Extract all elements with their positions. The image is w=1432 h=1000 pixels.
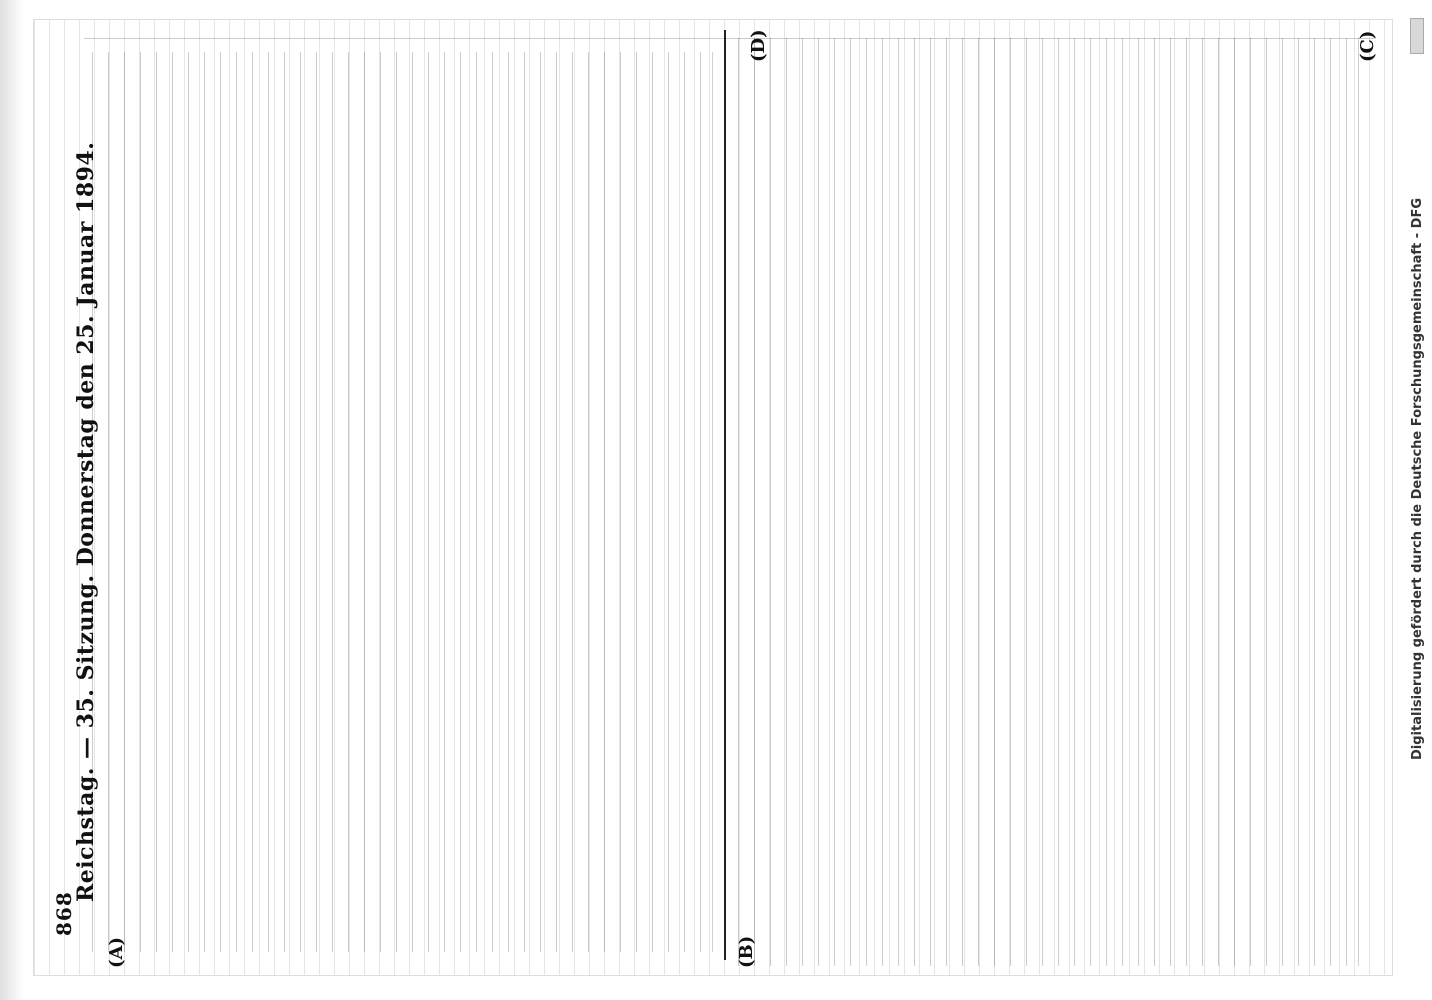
column-divider [724, 30, 726, 960]
left-column-text [92, 52, 712, 952]
right-column-text [738, 38, 1358, 966]
running-header: Reichstag. — 35. Sitzung. Donnerstag den 25. Januar 1894. [73, 141, 99, 902]
left-column [92, 52, 713, 952]
marker-a: (A) [106, 937, 127, 968]
marker-b: (B) [736, 935, 757, 968]
dfg-logo [1410, 18, 1424, 54]
page-number: 868 [52, 891, 76, 936]
scan-edge-shadow [0, 0, 24, 1000]
marker-c: (C) [1357, 30, 1378, 62]
credit-line: Digitalisierung gefördert durch die Deutsche Forschungsgemeinschaft - DFG [1410, 197, 1425, 760]
marker-d: (D) [748, 29, 769, 62]
right-column [738, 38, 1359, 966]
